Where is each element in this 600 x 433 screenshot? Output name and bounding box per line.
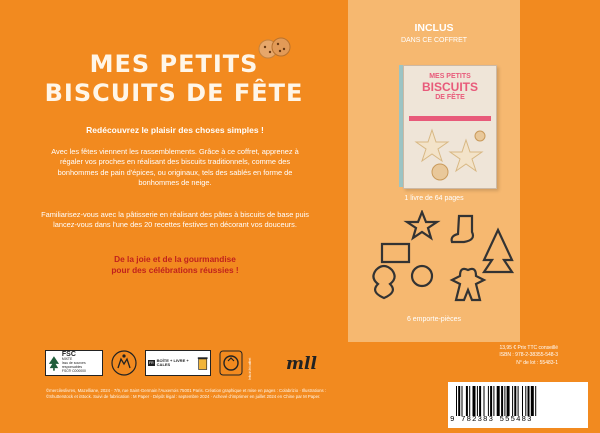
lot-line: N° de lot : 55483-1 (516, 359, 558, 366)
cover-title (0, 50, 348, 108)
barcode-bar (525, 386, 526, 416)
barcode-bar (490, 386, 492, 416)
barcode-bar (522, 386, 523, 416)
cutters-caption: 6 emporte-pièces (406, 316, 462, 323)
bin-icon (197, 354, 208, 372)
title-line-1: MES PETITS (89, 50, 259, 78)
book-title (404, 72, 496, 102)
barcode-bar (488, 386, 489, 416)
barcode-bar (531, 386, 534, 416)
barcode-bars (456, 386, 580, 416)
cookie-cutters-icon (364, 210, 514, 310)
recycling-info-text: BOÎTE + LIVRE + CALES (156, 357, 189, 367)
barcode-bar (469, 386, 470, 416)
barcode-bar (514, 386, 516, 416)
price-block (499, 345, 558, 367)
barcode-bar (497, 386, 500, 416)
closing-text (40, 254, 310, 276)
closing-line-2: pour des célébrations réussies ! (111, 265, 239, 275)
barcode-bar (493, 386, 494, 416)
book-image (403, 65, 497, 189)
circle-cutter-icon (412, 266, 432, 286)
fsc-code: FSC® C000000 (61, 369, 86, 373)
paragraph-2: Familiarisez-vous avec la pâtisserie en réalisant des pâtes à biscuits de base puis lancez-vous dans l'une des 20 recettes festives en décorant vos douceurs. (41, 210, 309, 230)
barcode-bar (466, 386, 468, 416)
barcode-bar (535, 386, 536, 416)
barcode-bar (458, 386, 460, 416)
barcode-bar (477, 386, 478, 416)
barcode-bar (518, 386, 519, 416)
included-subtitle: DANS CE COFFRET (400, 37, 468, 44)
rectangle-cutter-icon (382, 244, 409, 262)
snowman-cutter-icon (373, 266, 394, 298)
tree-icon (48, 354, 60, 372)
barcode-bar (512, 386, 513, 416)
book-title-line-1: MES PETITS (429, 73, 471, 80)
country-tag: FR (149, 361, 154, 365)
contents-panel (348, 0, 520, 342)
lead-text: Redécouvrez le plaisir des choses simples ! (86, 125, 264, 135)
gingerbread-cutter-icon (452, 269, 484, 300)
fsc-mark: FSC (61, 351, 76, 358)
barcode-bar (484, 386, 485, 416)
fsc-text (62, 353, 100, 373)
barcode-number: 9 782383 555483 (450, 416, 533, 424)
book-cookies-icon (410, 126, 490, 184)
book-title-line-3: DE FÊTE (435, 94, 465, 101)
vertical-url-text: Info-tri.fr/coffret (248, 357, 252, 380)
price-line: 13,95 € Prix TTC conseillé (499, 345, 558, 351)
barcode-bar (462, 386, 463, 416)
fsc-logo (45, 350, 103, 376)
barcode-bar (507, 386, 510, 416)
included-title: INCLUS (414, 22, 454, 34)
triman-icon (111, 350, 137, 376)
publisher-logo: mll (286, 354, 317, 374)
recycle-icon (219, 350, 243, 376)
fsc-description: Issu de sources responsables (61, 361, 86, 369)
barcode-bar (473, 386, 476, 416)
paragraph-1: Avec les fêtes viennent les rassemblements. Grâce à ce coffret, apprenez à régaler vos proches en réalisant des biscuits traditionnels, comme des bonhommes de pain d'épices, ou originaux, tels des sablés en forme de bonhommes de neige. (51, 147, 299, 188)
barcode-bar (479, 386, 481, 416)
title-line-2: BISCUITS DE FÊTE (44, 79, 304, 107)
isbn-line: ISBN : 978-2-38355-548-3 (499, 352, 558, 359)
stocking-cutter-icon (452, 216, 473, 242)
tree-cutter-icon (484, 230, 512, 272)
book-title-line-2: BISCUITS (421, 80, 478, 94)
right-column (348, 0, 600, 433)
barcode-bar (528, 386, 530, 416)
barcode (448, 382, 588, 428)
credits-text: ©mercileslivres, Mazelliane, 2024 · 7/9, rue Saint-Germain l'Auxerrois 75001 Paris. Création graphique et mise en pages : Colabrizio · Illustrations : ©Shutterstock et iStock. Suivi de fabrication : M Paper · Dépôt légal : septembre 2024 · Achevé d'imprimer en juillet 2024 en Chine par M Paper. (46, 388, 327, 399)
vertical-url (248, 346, 256, 380)
star-cutter-icon (407, 212, 437, 238)
fsc-label: MIXTE (61, 357, 73, 361)
barcode-bar (456, 386, 457, 416)
book-caption: 1 livre de 64 pages (404, 195, 464, 202)
recycling-info-logo (145, 350, 211, 376)
barcode-bar (504, 386, 505, 416)
barcode-bar (501, 386, 503, 416)
book-band (409, 116, 491, 121)
closing-line-1: De la joie et de la gourmandise (114, 254, 236, 264)
logo-row (45, 348, 243, 378)
